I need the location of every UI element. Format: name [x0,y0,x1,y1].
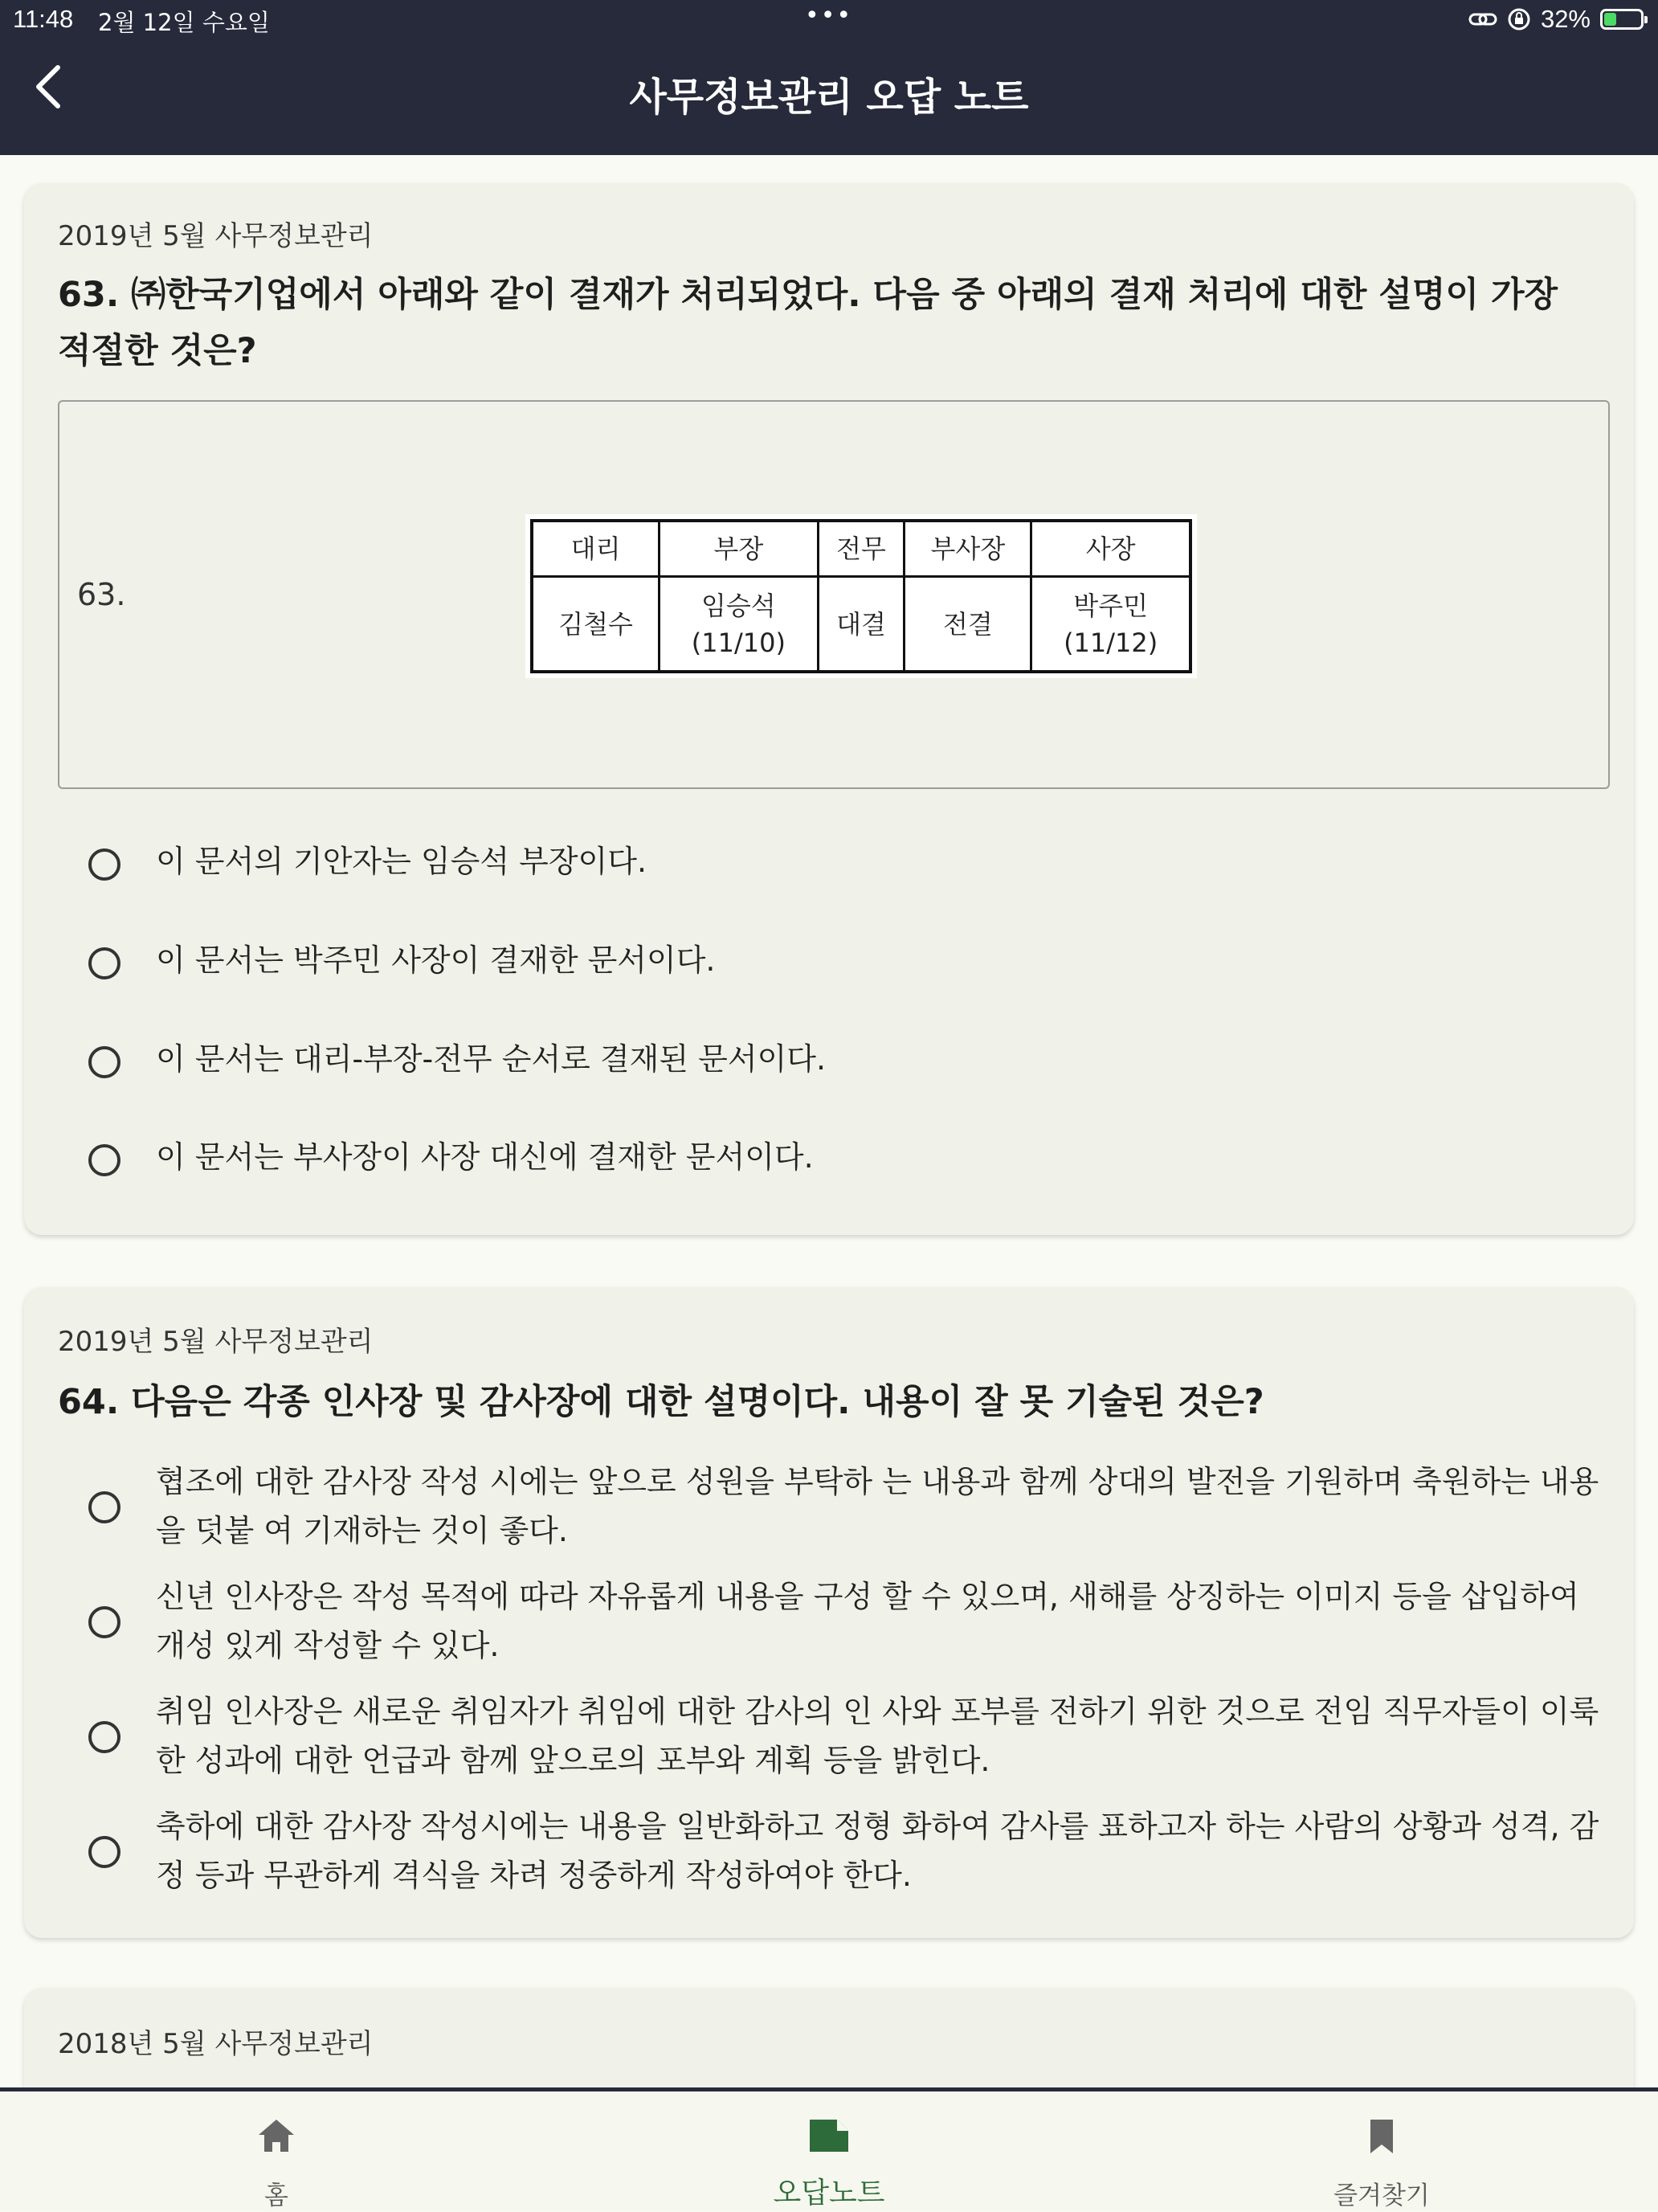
approval-table-image [525,514,1197,678]
approval-header-cell: 사장 [1031,521,1190,577]
radio-button-icon[interactable] [88,1721,120,1753]
radio-button-icon[interactable] [88,1144,120,1176]
radio-button-icon[interactable] [88,1046,120,1078]
approval-header-cell: 대리 [532,521,660,577]
status-date: 2월 12일 수요일 [98,9,270,36]
radio-button-icon[interactable] [88,1606,120,1638]
page-title: 사무정보관리 오답 노트 [629,75,1029,120]
answer-option[interactable] [24,1032,1602,1088]
answer-option-label: 축하에 대한 감사장 작성시에는 내용을 일반화하고 정형 화하여 감사를 표하고자 하는 사람의 상황과 성격, 감정 등과 무관하게 격식을 차려 정중하게 작성하여야 한다. [156,1809,1599,1893]
status-right [1468,5,1644,34]
note-icon [807,2117,851,2154]
bottom-tab-bar [0,2087,1658,2211]
approval-header-cell: 부사장 [905,521,1031,577]
question-text: 63. ㈜한국기업에서 아래와 같이 결재가 처리되었다. 다음 중 아래의 결재 처리에 대한 설명이 가장 적절한 것은? [58,275,1558,371]
battery-icon [1600,9,1644,30]
tab-bookmarks[interactable] [1277,2091,1486,2212]
answer-option[interactable] [24,834,1602,890]
answer-option-label: 이 문서의 기안자는 임승석 부장이다. [156,844,647,879]
answer-option[interactable] [24,1130,1602,1186]
multitasking-dots-icon[interactable]: ••• [805,2,853,30]
home-icon [256,2117,296,2154]
link-icon [1468,10,1497,29]
answer-option[interactable] [24,933,1602,989]
question-source: 2018년 5월 사무정보관리 [58,2028,374,2060]
approval-cell: 임승석 (11/10) [660,577,818,673]
approval-cell: 박주민 (11/12) [1031,577,1190,673]
question-text: 64. 다음은 각종 인사장 및 감사장에 대한 설명이다. 내용이 잘 못 기술된 것은? [58,1382,1264,1422]
approval-cell: 대결 [818,577,905,673]
answer-option[interactable] [24,1569,1602,1674]
approval-header-cell: 전무 [818,521,905,577]
answer-option-label: 이 문서는 박주민 사장이 결재한 문서이다. [156,942,716,978]
radio-button-icon[interactable] [88,848,120,881]
tab-wrong-answer-note-label: 오답노트 [773,2177,885,2210]
answer-option[interactable] [24,1454,1602,1559]
tab-home[interactable] [172,2091,381,2212]
radio-button-icon[interactable] [88,1836,120,1868]
top-bar [0,0,1658,155]
answer-option[interactable] [24,1799,1602,1903]
answer-option-label: 신년 인사장은 작성 목적에 따라 자유롭게 내용을 구성 할 수 있으며, 새해를 상징하는 이미지 등을 삽입하여 개성 있게 작성할 수 있다. [156,1579,1579,1663]
question-card [24,183,1634,1235]
bookmark-icon [1367,2117,1396,2156]
answer-option-label: 이 문서는 대리-부장-전무 순서로 결재된 문서이다. [156,1041,827,1077]
answer-option[interactable] [24,1684,1602,1789]
question-image-box [58,400,1610,789]
question-source: 2019년 5월 사무정보관리 [58,220,374,252]
battery-fill [1604,13,1616,26]
answer-option-label: 취임 인사장은 새로운 취임자가 취임에 대한 감사의 인 사와 포부를 전하기 위한 것으로 전임 직무자들이 이룩한 성과에 대한 언급과 함께 앞으로의 포부와 계획 등을 밝힌다. [156,1694,1599,1778]
orientation-lock-icon [1507,7,1531,31]
question-image-number: 63. [77,577,126,612]
radio-button-icon[interactable] [88,1491,120,1523]
battery-percent: 32% [1540,5,1591,33]
approval-cell: 김철수 [532,577,660,673]
tab-wrong-answer-note[interactable] [725,2091,933,2212]
radio-button-icon[interactable] [88,947,120,979]
approval-cell: 전결 [905,577,1031,673]
approval-header-cell: 부장 [660,521,818,577]
tab-home-label: 홈 [264,2181,288,2210]
question-card [24,1287,1634,1938]
status-time: 11:48 [13,5,74,33]
status-bar [0,0,1658,40]
question-source: 2019년 5월 사무정보관리 [58,1326,374,1358]
approval-table [530,519,1192,673]
answer-option-label: 협조에 대한 감사장 작성 시에는 앞으로 성원을 부탁하 는 내용과 함께 상대의 발전을 기원하며 축원하는 내용을 덧붙 여 기재하는 것이 좋다. [156,1464,1599,1548]
answer-option-label: 이 문서는 부사장이 사장 대신에 결재한 문서이다. [156,1139,814,1175]
tab-bookmarks-label: 즐겨찾기 [1333,2181,1430,2210]
